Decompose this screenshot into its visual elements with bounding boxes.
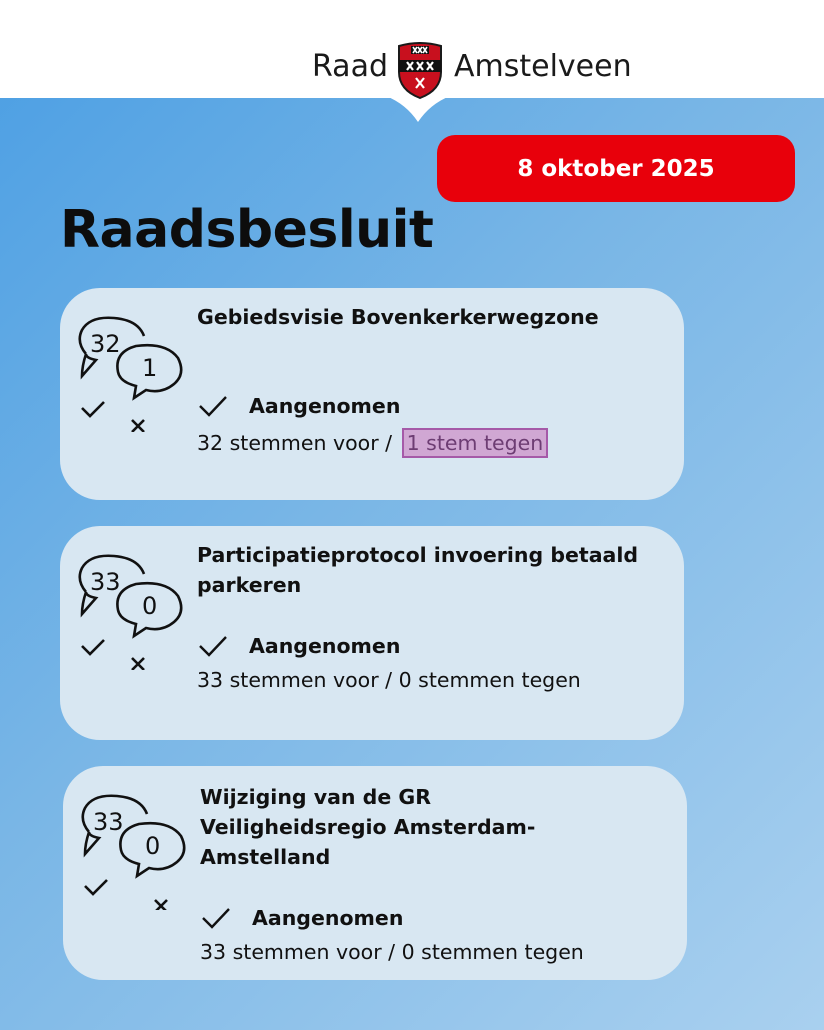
votes-against-count: 1 xyxy=(142,354,158,382)
votes-against-highlight: 1 stem tegen xyxy=(402,428,549,458)
check-icon xyxy=(200,906,232,930)
date-badge: 8 oktober 2025 xyxy=(437,135,795,202)
votes-for-count: 33 xyxy=(90,568,121,596)
decision-card xyxy=(60,526,684,740)
decision-card xyxy=(60,288,684,500)
vote-result xyxy=(197,428,548,458)
speech-bubbles-vote-icon xyxy=(74,540,194,670)
decision-card xyxy=(63,766,687,980)
vote-result: 33 stemmen voor / 0 stemmen tegen xyxy=(200,940,584,964)
status-label: Aangenomen xyxy=(252,906,404,930)
check-icon xyxy=(197,394,229,418)
logo-text-raad: Raad xyxy=(312,49,388,84)
decision-status xyxy=(197,634,400,658)
vote-result: 33 stemmen voor / 0 stemmen tegen xyxy=(197,668,581,692)
amstelveen-crest-icon xyxy=(397,42,443,100)
logo-text-amstelveen: Amstelveen xyxy=(454,49,632,84)
page-title: Raadsbesluit xyxy=(60,200,434,260)
votes-for-count: 33 xyxy=(93,808,124,836)
votes-against-count: 0 xyxy=(145,832,161,860)
decision-status xyxy=(200,906,403,930)
speech-bubbles-vote-icon xyxy=(77,780,197,910)
status-label: Aangenomen xyxy=(249,394,401,418)
speech-bubbles-vote-icon xyxy=(74,302,194,432)
decision-title: Gebiedsvisie Bovenkerkerwegzone xyxy=(197,305,599,329)
decision-title: Participatieprotocol invoering betaald parkeren xyxy=(197,543,639,597)
decision-title: Wijziging van de GR Veiligheidsregio Amsterdam-Amstelland xyxy=(200,785,536,869)
votes-for-text: 32 stemmen voor / xyxy=(197,431,399,455)
votes-for-count: 32 xyxy=(90,330,121,358)
decision-status xyxy=(197,394,400,418)
status-label: Aangenomen xyxy=(249,634,401,658)
votes-against-count: 0 xyxy=(142,592,158,620)
check-icon xyxy=(197,634,229,658)
